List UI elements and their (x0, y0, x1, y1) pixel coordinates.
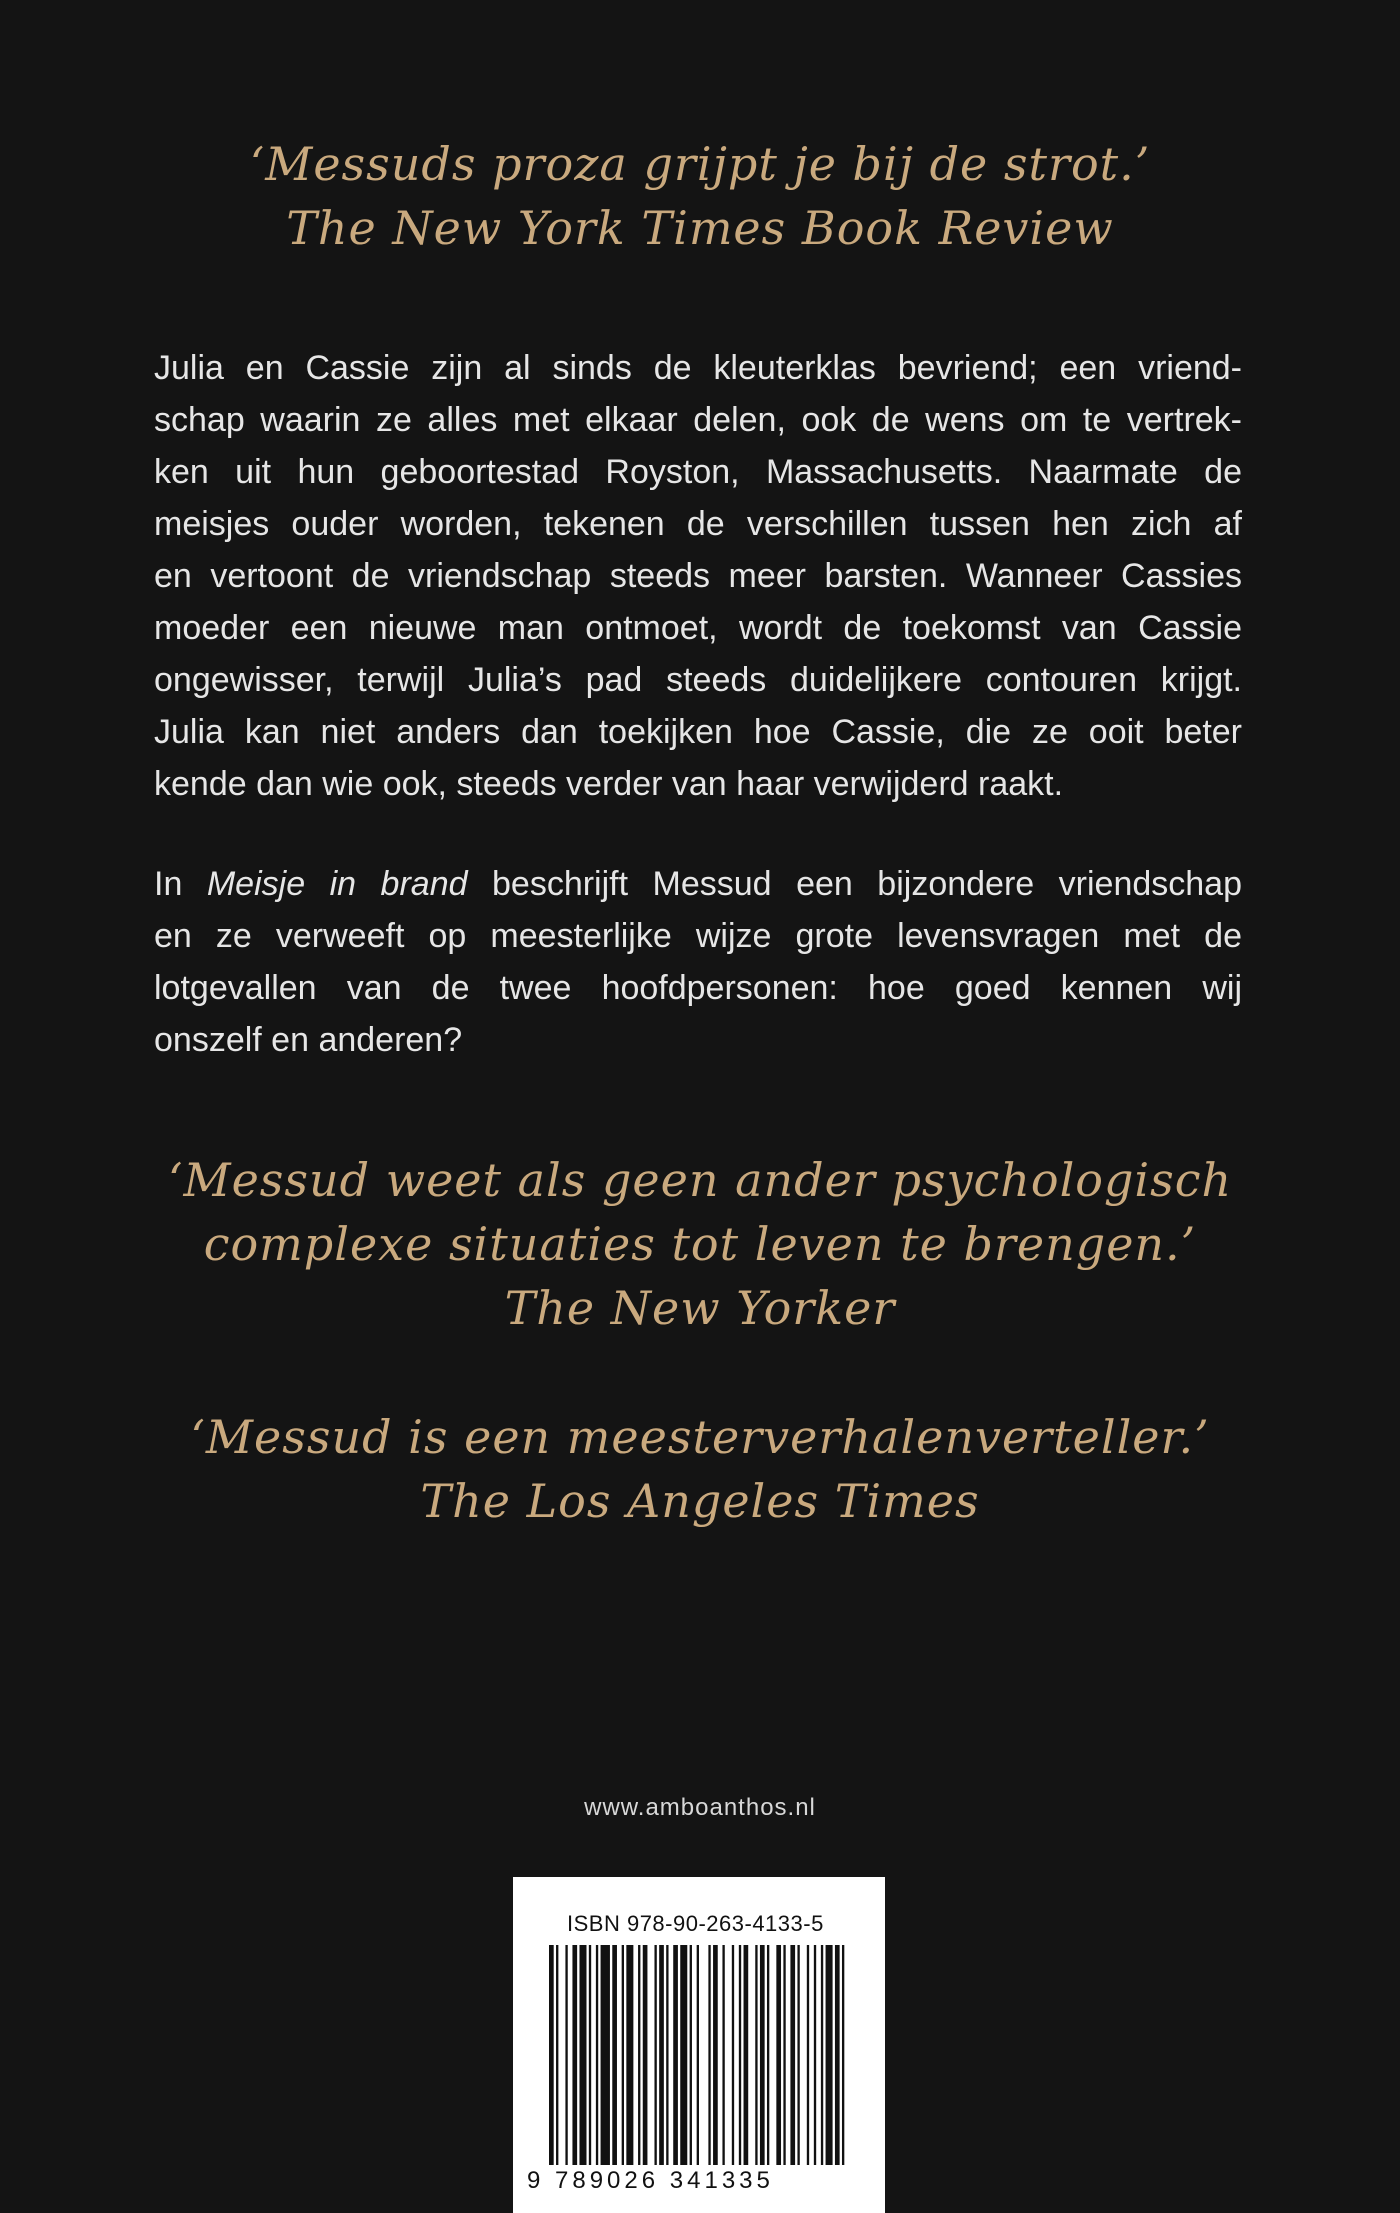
barcode-bar (797, 1945, 799, 2165)
barcode-bar (579, 1945, 586, 2165)
barcode-bar (767, 1945, 769, 2165)
barcode-digits: 9 789026 341335 (527, 2167, 774, 2194)
review-quote-la-times (0, 1405, 1400, 1533)
barcode-bar (666, 1945, 668, 2165)
quote-source: The New York Times Book Review (286, 201, 1114, 255)
barcode-bar (744, 1945, 749, 2165)
review-quote-new-yorker (0, 1148, 1400, 1340)
synopsis-paragraph-1 (154, 342, 1242, 810)
quote-source: The Los Angeles Times (420, 1474, 980, 1528)
barcode-bar (572, 1945, 577, 2165)
barcode-bar (790, 1945, 795, 2165)
publisher-website: www.amboanthos.nl (584, 1794, 816, 1821)
barcode-bar (626, 1945, 633, 2165)
text-line: meisjes ouder worden, tekenen de verschillen tussen hen zich af (154, 505, 1242, 543)
barcode-bar (732, 1945, 734, 2165)
text-line (154, 858, 1242, 910)
text-line: ken uit hun geboortestad Royston, Massachusetts. Naarmate de (154, 453, 1242, 491)
barcode-bar (690, 1945, 692, 2165)
barcode-bar (643, 1945, 648, 2165)
barcode-bar (835, 1945, 840, 2165)
quote-text: complexe situaties tot leven te brengen.’ (203, 1217, 1197, 1271)
quote-source: The New Yorker (504, 1281, 896, 1335)
barcode-bar (673, 1945, 678, 2165)
text-line: kende dan wie ook, steeds verder van haar verwijderd raakt. (154, 765, 1064, 803)
barcode-bar (565, 1945, 567, 2165)
barcode-bar (826, 1945, 833, 2165)
barcode-bar (654, 1945, 656, 2165)
text-prefix: In (154, 865, 207, 903)
barcode-bar (842, 1945, 844, 2165)
text-line: onszelf en anderen? (154, 1021, 463, 1059)
barcode-bar (776, 1945, 781, 2165)
barcode-bar (807, 1945, 809, 2165)
barcode-bar (739, 1945, 741, 2165)
barcode-bar (755, 1945, 757, 2165)
text-line: ongewisser, terwijl Julia’s pad steeds duidelijkere contouren krijgt. (154, 661, 1242, 699)
barcode-bar (589, 1945, 591, 2165)
barcode-bar (722, 1945, 724, 2165)
text-line: en vertoont de vriendschap steeds meer barsten. Wanneer Cassies (154, 557, 1242, 595)
barcode-bar (680, 1945, 687, 2165)
text-line: Julia kan niet anders dan toekijken hoe Cassie, die ze ooit beter (154, 713, 1242, 751)
barcode-bar (549, 1945, 554, 2165)
text-line: moeder een nieuwe man ontmoet, wordt de toekomst van Cassie (154, 609, 1242, 647)
quote-text: ‘Messud is een meesterverhalenverteller.’ (190, 1410, 1210, 1464)
text-line: lotgevallen van de twee hoofdpersonen: hoe goed kennen wij (154, 969, 1242, 1007)
barcode-bar (659, 1945, 664, 2165)
quote-text: ‘Messuds proza grijpt je bij de strot.’ (249, 137, 1151, 191)
text-line: Julia en Cassie zijn al sinds de kleuterklas bevriend; een vriend- (154, 349, 1242, 387)
isbn-barcode (513, 1877, 885, 2213)
text-line: en ze verweeft op meesterlijke wijze grote levensvragen met de (154, 917, 1242, 955)
review-quote-nyt-book-review (0, 132, 1400, 260)
text-suffix: beschrijft Messud een bijzondere vriendschap (467, 865, 1243, 903)
text-line: schap waarin ze alles met elkaar delen, ook de wens om te vertrek- (154, 401, 1242, 439)
barcode-bar (601, 1945, 610, 2165)
barcode-bar (713, 1945, 718, 2165)
barcode-bar (612, 1945, 617, 2165)
barcode-bar (556, 1945, 558, 2165)
barcode-bar (814, 1945, 816, 2165)
barcode-bar (622, 1945, 624, 2165)
barcode-bar (760, 1945, 765, 2165)
barcode-bar (821, 1945, 823, 2165)
barcode-bar (697, 1945, 699, 2165)
barcode-bar (638, 1945, 640, 2165)
isbn-label: ISBN 978-90-263-4133-5 (567, 1911, 824, 1936)
book-title: Meisje in brand (206, 865, 468, 903)
synopsis-paragraph-2 (154, 858, 1242, 1066)
quote-text: ‘Messud weet als geen ander psychologisch (167, 1153, 1233, 1207)
barcode-bar (783, 1945, 785, 2165)
barcode-bar (596, 1945, 598, 2165)
barcode-bars (549, 1945, 849, 2165)
barcode-bar (708, 1945, 710, 2165)
